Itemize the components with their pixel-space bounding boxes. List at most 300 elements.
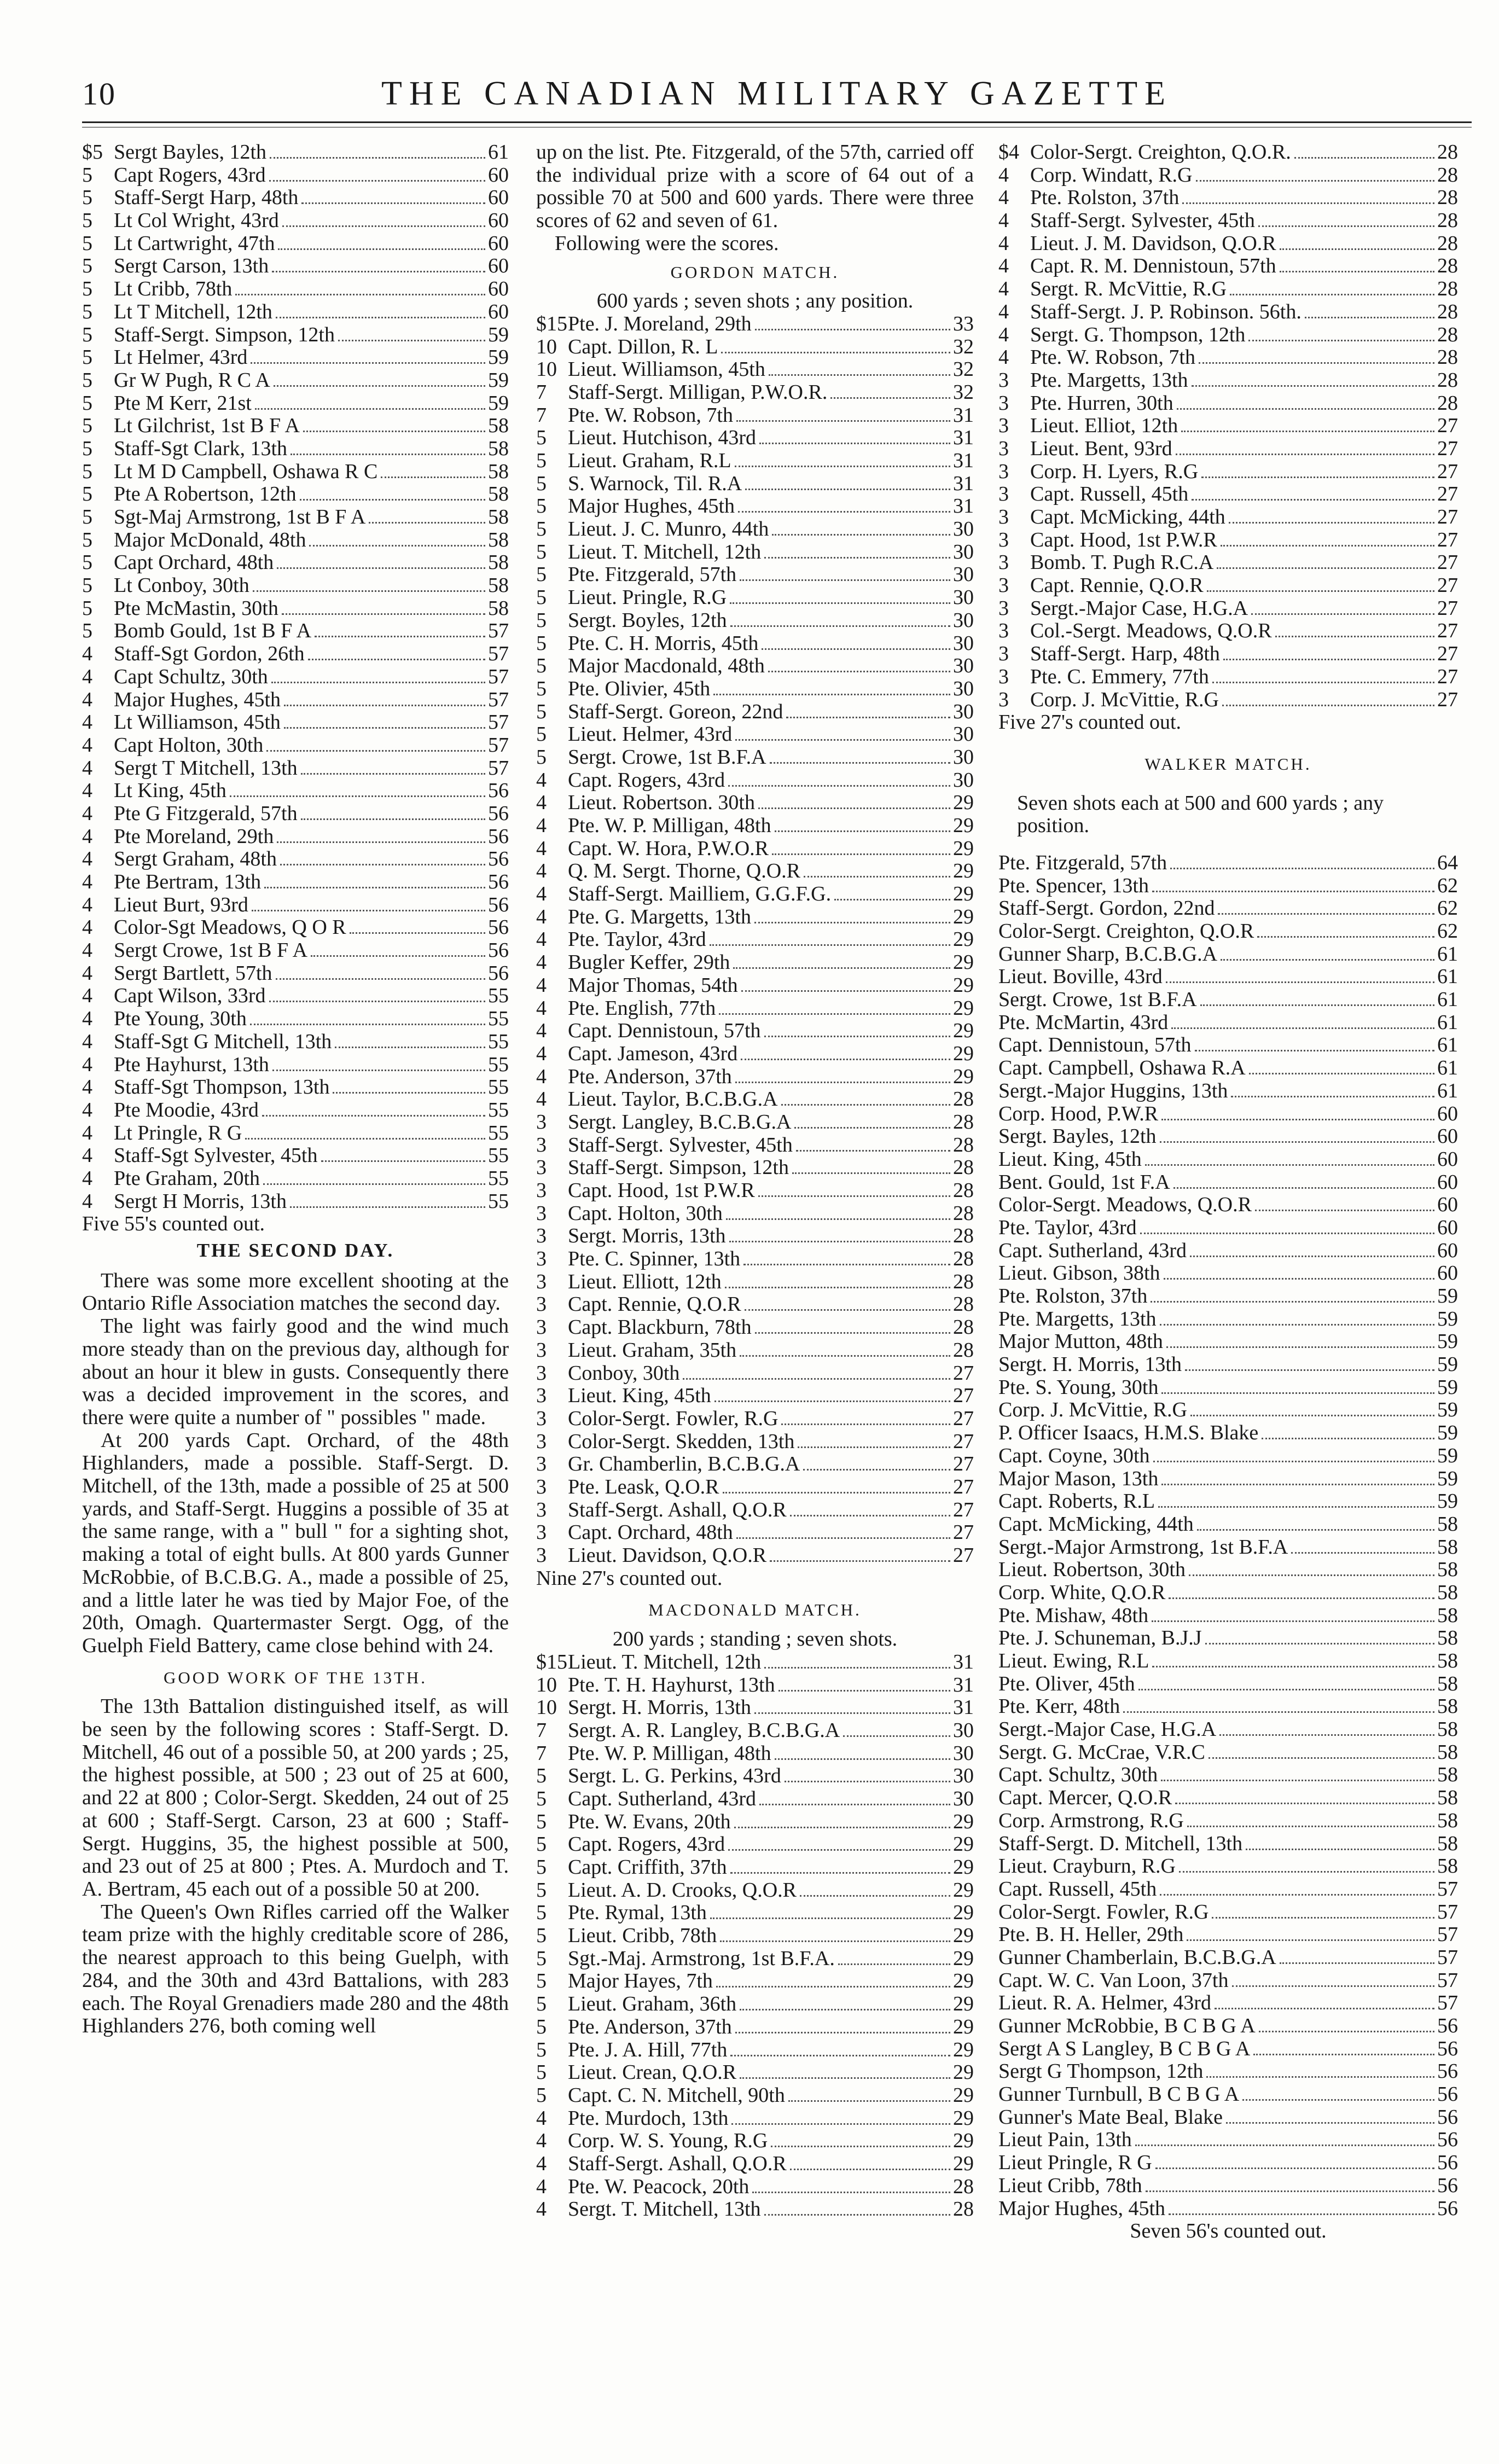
competitor-name: Sergt Crowe, 1st B F A [114, 939, 308, 962]
competitor-name: Lt Williamson, 45th [114, 711, 281, 734]
dot-leader [788, 2100, 950, 2102]
prize-amount: 3 [536, 1475, 547, 1498]
dot-leader [1212, 1917, 1434, 1919]
score-value: 32 [953, 380, 974, 404]
score-value: 60 [488, 300, 509, 323]
prize-amount: 4 [82, 1076, 92, 1099]
score-value: 30 [953, 768, 974, 792]
score-value: 31 [953, 449, 974, 473]
dot-leader [1187, 1939, 1434, 1941]
prize-amount: 5 [536, 472, 547, 495]
prize-amount: 3 [998, 483, 1009, 506]
prize-amount: 3 [536, 1338, 547, 1362]
competitor-name: Capt Schultz, 30th [114, 665, 268, 688]
prize-amount: 4 [82, 688, 92, 711]
score-value: 59 [488, 323, 509, 346]
prize-amount: 5 [82, 483, 92, 506]
score-row [536, 2130, 974, 2153]
prize-amount: 5 [536, 1946, 547, 1970]
score-value: 29 [953, 1042, 974, 1065]
score-row [998, 852, 1458, 875]
competitor-name: Pte. J. A. Hill, 77th [568, 2038, 728, 2061]
competitor-name: Capt. R. M. Dennistoun, 57th [1030, 254, 1276, 278]
score-row [82, 1076, 509, 1099]
competitor-name: Pte Moodie, 43rd [114, 1098, 259, 1121]
score-row [998, 187, 1458, 210]
score-value: 58 [488, 528, 509, 551]
prize-amount: 3 [998, 619, 1009, 643]
dot-leader [266, 750, 485, 752]
competitor-name: Pte. W. Robson, 7th [1030, 346, 1195, 369]
score-value: 30 [953, 677, 974, 700]
dot-leader [1209, 1757, 1434, 1759]
score-value: 57 [488, 642, 509, 666]
prize-amount: 4 [536, 2198, 547, 2221]
score-value: 27 [1437, 619, 1458, 643]
score-row [998, 1012, 1458, 1035]
prize-amount: 3 [998, 596, 1009, 620]
competitor-name: Capt. Dillon, R. L [568, 335, 718, 358]
competitor-name: Staff-Sergt. J. P. Robinson. 56th. [1030, 300, 1302, 323]
score-row [82, 780, 509, 803]
score-row [536, 2153, 974, 2176]
score-row [998, 551, 1458, 574]
competitor-name: Lieut. Robertson, 30th [998, 1558, 1186, 1582]
score-row [82, 1190, 509, 1213]
competitor-name: Pte. Oliver, 45th [998, 1672, 1135, 1695]
score-row [998, 966, 1458, 989]
score-row [82, 392, 509, 415]
competitor-name: Capt Holton, 30th [114, 733, 264, 757]
dot-leader [1305, 317, 1434, 318]
score-value: 32 [953, 335, 974, 358]
prize-amount: 4 [82, 961, 92, 985]
score-row [536, 723, 974, 746]
score-value: 29 [953, 2038, 974, 2061]
score-value: 29 [953, 2152, 974, 2175]
score-row [536, 1453, 974, 1476]
prize-amount: 4 [536, 2152, 547, 2175]
competitor-name: Gunner McRobbie, B C B G A [998, 2014, 1256, 2038]
score-row [536, 2107, 974, 2130]
score-value: 31 [953, 1696, 974, 1719]
competitor-name: Lieut. Robertson. 30th [568, 791, 755, 815]
competitor-name: Sergt Graham, 48th [114, 847, 277, 871]
score-value: 60 [1437, 1216, 1458, 1239]
score-value: 56 [488, 847, 509, 871]
macdonald-counted-out-note: Five 27's counted out. [998, 711, 1182, 734]
competitor-name: Staff-Sergt. Milligan, P.W.O.R. [568, 380, 828, 404]
competitor-name: Bugler Keffer, 29th [568, 951, 730, 974]
score-value: 58 [488, 551, 509, 574]
macdonald-match-scores-continued [998, 141, 1458, 711]
dot-leader [1173, 1187, 1434, 1189]
prize-amount: 4 [998, 277, 1009, 301]
score-value: 56 [1437, 2037, 1458, 2060]
competitor-name: Lieut. Pringle, R.G [568, 586, 727, 609]
competitor-name: Capt. C. N. Mitchell, 90th [568, 2083, 785, 2107]
prize-amount: 5 [536, 586, 547, 609]
dot-leader [274, 385, 485, 387]
score-row [998, 1513, 1458, 1536]
competitor-name: Lieut. J. M. Davidson, Q.O.R [1030, 231, 1276, 255]
dot-leader [1232, 1985, 1435, 1987]
score-row [998, 2083, 1458, 2106]
dot-leader [1253, 2054, 1434, 2055]
score-value: 30 [953, 518, 974, 541]
dot-leader [713, 694, 950, 695]
walker-match-scores [998, 852, 1458, 2220]
competitor-name: Lieut. Elliot, 12th [1030, 414, 1178, 438]
prize-amount: 4 [536, 882, 547, 906]
dot-leader [277, 841, 485, 843]
dot-leader [1160, 1324, 1434, 1326]
score-row [82, 734, 509, 757]
score-row [998, 1376, 1458, 1399]
score-value: 56 [488, 916, 509, 939]
score-value: 30 [953, 1741, 974, 1765]
score-row [998, 141, 1458, 164]
dot-leader [315, 636, 485, 637]
score-row [998, 438, 1458, 461]
competitor-name: Sgt-Maj Armstrong, 1st B F A [114, 505, 366, 528]
prize-amount: 5 [536, 745, 547, 769]
competitor-name: Sergt Carson, 13th [114, 254, 269, 278]
score-row [998, 2060, 1458, 2083]
score-value: 56 [1437, 2196, 1458, 2220]
competitor-name: Staff-Sgt Sylvester, 45th [114, 1144, 318, 1167]
score-row [536, 838, 974, 861]
score-value: 29 [953, 1878, 974, 1902]
score-row [536, 1385, 974, 1408]
score-value: 27 [953, 1429, 974, 1453]
score-value: 57 [488, 733, 509, 757]
score-value: 27 [1437, 596, 1458, 620]
score-value: 59 [488, 368, 509, 392]
prize-amount: 4 [82, 870, 92, 893]
competitor-name: Pte. Margetts, 13th [998, 1307, 1157, 1330]
score-value: 58 [488, 414, 509, 438]
competitor-name: Capt. W. C. Van Loon, 37th [998, 1968, 1229, 1992]
dot-leader [1187, 1826, 1434, 1827]
competitor-name: Pte M Kerr, 21st [114, 391, 252, 415]
score-row [998, 324, 1458, 347]
score-value: 58 [1437, 1855, 1458, 1878]
score-row [998, 1605, 1458, 1628]
competitor-name: Sergt T Mitchell, 13th [114, 756, 298, 780]
competitor-name: Sergt Bartlett, 57th [114, 961, 272, 985]
dot-leader [778, 1690, 950, 1692]
dot-leader [738, 511, 950, 513]
score-value: 58 [1437, 1786, 1458, 1810]
competitor-name: Pte. T. H. Hayhurst, 13th [568, 1673, 775, 1696]
competitor-name: Pte McMastin, 30th [114, 596, 278, 620]
score-row [536, 1339, 974, 1362]
score-value: 58 [1437, 1763, 1458, 1787]
score-row [536, 495, 974, 518]
dot-leader [272, 1070, 485, 1071]
prize-amount: 5 [82, 254, 92, 278]
score-value: 57 [488, 711, 509, 734]
dot-leader [710, 944, 950, 946]
competitor-name: Sergt. R. McVittie, R.G [1030, 277, 1227, 301]
prize-amount: 5 [536, 449, 547, 473]
dot-leader [290, 454, 485, 455]
score-value: 57 [1437, 1900, 1458, 1923]
prize-amount: 5 [536, 677, 547, 700]
score-value: 28 [1437, 300, 1458, 323]
score-value: 27 [1437, 642, 1458, 666]
score-row [536, 2198, 974, 2221]
score-value: 29 [953, 905, 974, 928]
dot-leader [1152, 1666, 1434, 1667]
dot-leader [762, 648, 950, 650]
dot-leader [730, 2055, 950, 2056]
prize-amount: 5 [82, 300, 92, 323]
score-row [998, 506, 1458, 529]
prize-amount: 4 [536, 1019, 547, 1043]
competitor-name: Sergt.-Major Armstrong, 1st B.F.A [998, 1535, 1288, 1559]
score-value: 60 [1437, 1125, 1458, 1148]
score-value: 29 [953, 2061, 974, 2084]
score-value: 62 [1437, 920, 1458, 943]
score-value: 55 [488, 1053, 509, 1076]
score-value: 56 [488, 870, 509, 893]
score-value: 28 [953, 1338, 974, 1362]
prize-amount: 3 [998, 551, 1009, 574]
competitor-name: Sergt A S Langley, B C B G A [998, 2037, 1251, 2060]
dot-leader [768, 671, 950, 672]
competitor-name: Sergt. Morris, 13th [568, 1224, 726, 1248]
prize-amount: 5 [536, 563, 547, 586]
score-row [998, 529, 1458, 552]
score-row [998, 1103, 1458, 1126]
competitor-name: Major Hughes, 45th [114, 688, 281, 711]
paragraph: At 200 yards Capt. Orchard, of the 48th Highlanders, made a possible. Staff-Sergt. D. Mitchell, of the 13th, made a possible of 25 at 500 yards, and Staff-Sergt. Huggins a possible of 35 at the same range, with a " bull " for a sighting shot, making a total of eight bulls. At 800 yards Gunner McRobbie, of B.C.B.G. A., made a possible of 25, and a little later he was tied by Major Foe, of the 20th, Omagh. Quartermaster Sergt. Ogg, of the Guelph Field Battery, came close behind with 24. [82, 1428, 509, 1657]
score-value: 30 [953, 1764, 974, 1788]
score-value: 30 [953, 654, 974, 678]
competitor-name: Bent. Gould, 1st F.A [998, 1170, 1170, 1194]
score-row [998, 1718, 1458, 1741]
score-value: 56 [1437, 2151, 1458, 2175]
score-row [536, 1925, 974, 1948]
competitor-name: Staff-Sgt G Mitchell, 13th [114, 1030, 332, 1053]
score-value: 56 [1437, 2060, 1458, 2083]
prize-amount: 3 [536, 1361, 547, 1385]
score-value: 29 [953, 2083, 974, 2107]
competitor-name: Lt Helmer, 43rd [114, 346, 248, 369]
score-row [82, 757, 509, 780]
competitor-name: Sergt. Crowe, 1st B.F.A [568, 745, 766, 769]
competitor-name: Staff-Sergt. D. Mitchell, 13th [998, 1832, 1243, 1855]
score-row [536, 1248, 974, 1271]
score-row [998, 2038, 1458, 2061]
competitor-name: Lieut. King, 45th [568, 1384, 711, 1408]
score-row [998, 2015, 1458, 2038]
score-value: 58 [488, 596, 509, 620]
competitor-name: Lt M D Campbell, Oshawa R C [114, 460, 378, 483]
score-value: 29 [953, 973, 974, 997]
competitor-name: Pte. W. P. Milligan, 48th [568, 1741, 771, 1765]
dot-leader [803, 1469, 950, 1471]
dot-leader [735, 1082, 950, 1083]
dot-leader [728, 1849, 950, 1851]
competitor-name: Capt. Rennie, Q.O.R [1030, 574, 1204, 597]
walker-counted-out-note: Seven 56's counted out. [1130, 2219, 1327, 2243]
prize-amount: 5 [82, 528, 92, 551]
competitor-name: Pte. English, 77th [568, 996, 716, 1020]
score-value: 27 [953, 1407, 974, 1430]
prize-amount: 4 [998, 231, 1009, 255]
dot-leader [255, 408, 485, 410]
prize-amount: $15 [536, 312, 567, 335]
score-value: 28 [953, 1270, 974, 1293]
dot-leader [250, 1024, 485, 1025]
prize-amount: 5 [82, 437, 92, 460]
dot-leader [772, 853, 950, 855]
competitor-name: Lieut. Helmer, 43rd [568, 723, 733, 746]
competitor-name: Staff-Sgt Thompson, 13th [114, 1076, 330, 1099]
score-row [82, 711, 509, 734]
score-row [998, 574, 1458, 597]
score-value: 29 [953, 1019, 974, 1043]
section-heading-13th: GOOD WORK OF THE 13TH. [163, 1667, 428, 1687]
dot-leader [1223, 659, 1434, 660]
prize-amount: 5 [82, 505, 92, 528]
walker-match-conditions: Seven shots each at 500 and 600 yards ; any position. [1017, 791, 1384, 838]
score-value: 59 [488, 391, 509, 415]
dot-leader [740, 1355, 950, 1357]
competitor-name: Pte. Mishaw, 48th [998, 1603, 1149, 1627]
score-value: 60 [1437, 1193, 1458, 1217]
dot-leader [1195, 1050, 1434, 1051]
dot-leader [843, 1735, 950, 1737]
prize-amount: 5 [536, 1901, 547, 1925]
score-value: 29 [953, 1969, 974, 1993]
dot-leader [838, 1963, 950, 1965]
score-value: 58 [1437, 1649, 1458, 1673]
dot-leader [1192, 499, 1434, 501]
score-value: 58 [488, 505, 509, 528]
score-value: 27 [953, 1452, 974, 1476]
score-value: 29 [953, 2015, 974, 2038]
dot-leader [301, 773, 485, 775]
score-row [998, 1627, 1458, 1650]
score-value: 59 [1437, 1330, 1458, 1353]
dot-leader [723, 1492, 950, 1493]
score-row [998, 875, 1458, 898]
prize-amount: 7 [536, 1718, 547, 1742]
competitor-name: Staff-Sergt. Ashall, Q.O.R [568, 2152, 787, 2175]
dot-leader [1246, 1849, 1434, 1850]
dot-leader [1151, 1301, 1434, 1303]
score-value: 58 [1437, 1535, 1458, 1559]
score-row [998, 1946, 1458, 1969]
prize-amount: 4 [536, 2129, 547, 2153]
prize-amount: 4 [536, 836, 547, 860]
dot-leader [830, 397, 950, 399]
score-value: 29 [953, 1833, 974, 1856]
prize-amount: 4 [536, 973, 547, 997]
dot-leader [775, 1758, 950, 1760]
competitor-name: Lieut. Boville, 43rd [998, 965, 1163, 989]
score-value: 55 [488, 1007, 509, 1031]
dot-leader [1248, 340, 1434, 341]
prize-amount: 3 [998, 665, 1009, 688]
prize-amount: 3 [536, 1429, 547, 1453]
competitor-name: Lieut Burt, 93rd [114, 893, 248, 916]
competitor-name: Pte. W. Evans, 20th [568, 1810, 731, 1833]
prize-amount: $15 [536, 1650, 567, 1673]
prize-amount: 4 [82, 779, 92, 803]
dot-leader [1215, 2008, 1434, 2009]
competitor-name: Staff-Sergt. Simpson, 12th [568, 1156, 789, 1179]
dot-leader [1161, 1392, 1434, 1394]
score-value: 28 [953, 1133, 974, 1157]
score-row [82, 255, 509, 278]
dot-leader [731, 2123, 950, 2125]
competitor-name: S. Warnock, Til. R.A [568, 472, 742, 495]
score-row [536, 2176, 974, 2199]
score-value: 58 [1437, 1603, 1458, 1627]
header-rule [82, 121, 1472, 123]
score-value: 57 [1437, 1877, 1458, 1901]
dot-leader [769, 374, 950, 376]
competitor-name: Staff-Sergt. Sylvester, 45th [568, 1133, 793, 1157]
score-row [82, 689, 509, 712]
score-value: 59 [1437, 1490, 1458, 1513]
score-row [998, 1969, 1458, 1992]
prize-amount: 3 [536, 1247, 547, 1271]
dot-leader [771, 2146, 950, 2147]
score-row [998, 1445, 1458, 1468]
prize-amount: 3 [998, 437, 1009, 460]
prize-amount: 4 [82, 1098, 92, 1121]
score-row [82, 483, 509, 506]
dot-leader [1231, 1096, 1434, 1097]
score-value: 27 [1437, 665, 1458, 688]
competitor-name: Staff-Sergt. Mailliem, G.G.F.G. [568, 882, 832, 906]
dot-leader [734, 1827, 950, 1828]
competitor-name: Lieut. Elliott, 12th [568, 1270, 722, 1293]
prize-amount: 4 [82, 824, 92, 848]
competitor-name: Major Thomas, 54th [568, 973, 738, 997]
prize-amount: 5 [82, 163, 92, 187]
score-value: 58 [488, 483, 509, 506]
prize-amount: 4 [536, 1088, 547, 1111]
dot-leader [733, 967, 950, 969]
article-continuation: up on the list. Pte. Fitzgerald, of the 57th, carried off the individual prize with a score of 64 out of a possible 70 at 500 and 600 yards. There were three scores of 62 and seven of 61. [536, 141, 974, 233]
score-value: 29 [953, 2129, 974, 2153]
dot-leader [1138, 1689, 1434, 1690]
score-value: 59 [1437, 1285, 1458, 1308]
score-row [82, 848, 509, 871]
dot-leader [1152, 891, 1434, 892]
score-value: 60 [488, 231, 509, 255]
prize-amount: 5 [536, 1764, 547, 1788]
score-value: 60 [1437, 1102, 1458, 1125]
score-row [536, 541, 974, 564]
competitor-name: Color-Sergt. Meadows, Q.O.R [998, 1193, 1252, 1217]
score-value: 55 [488, 1076, 509, 1099]
competitor-name: Lt T Mitchell, 12th [114, 300, 272, 323]
dot-leader [730, 1872, 950, 1874]
competitor-name: Q. M. Sergt. Thorne, Q.O.R [568, 859, 801, 883]
dot-leader [735, 739, 950, 741]
dot-leader [1205, 1643, 1434, 1644]
score-value: 61 [1437, 1056, 1458, 1080]
score-row [536, 1225, 974, 1248]
